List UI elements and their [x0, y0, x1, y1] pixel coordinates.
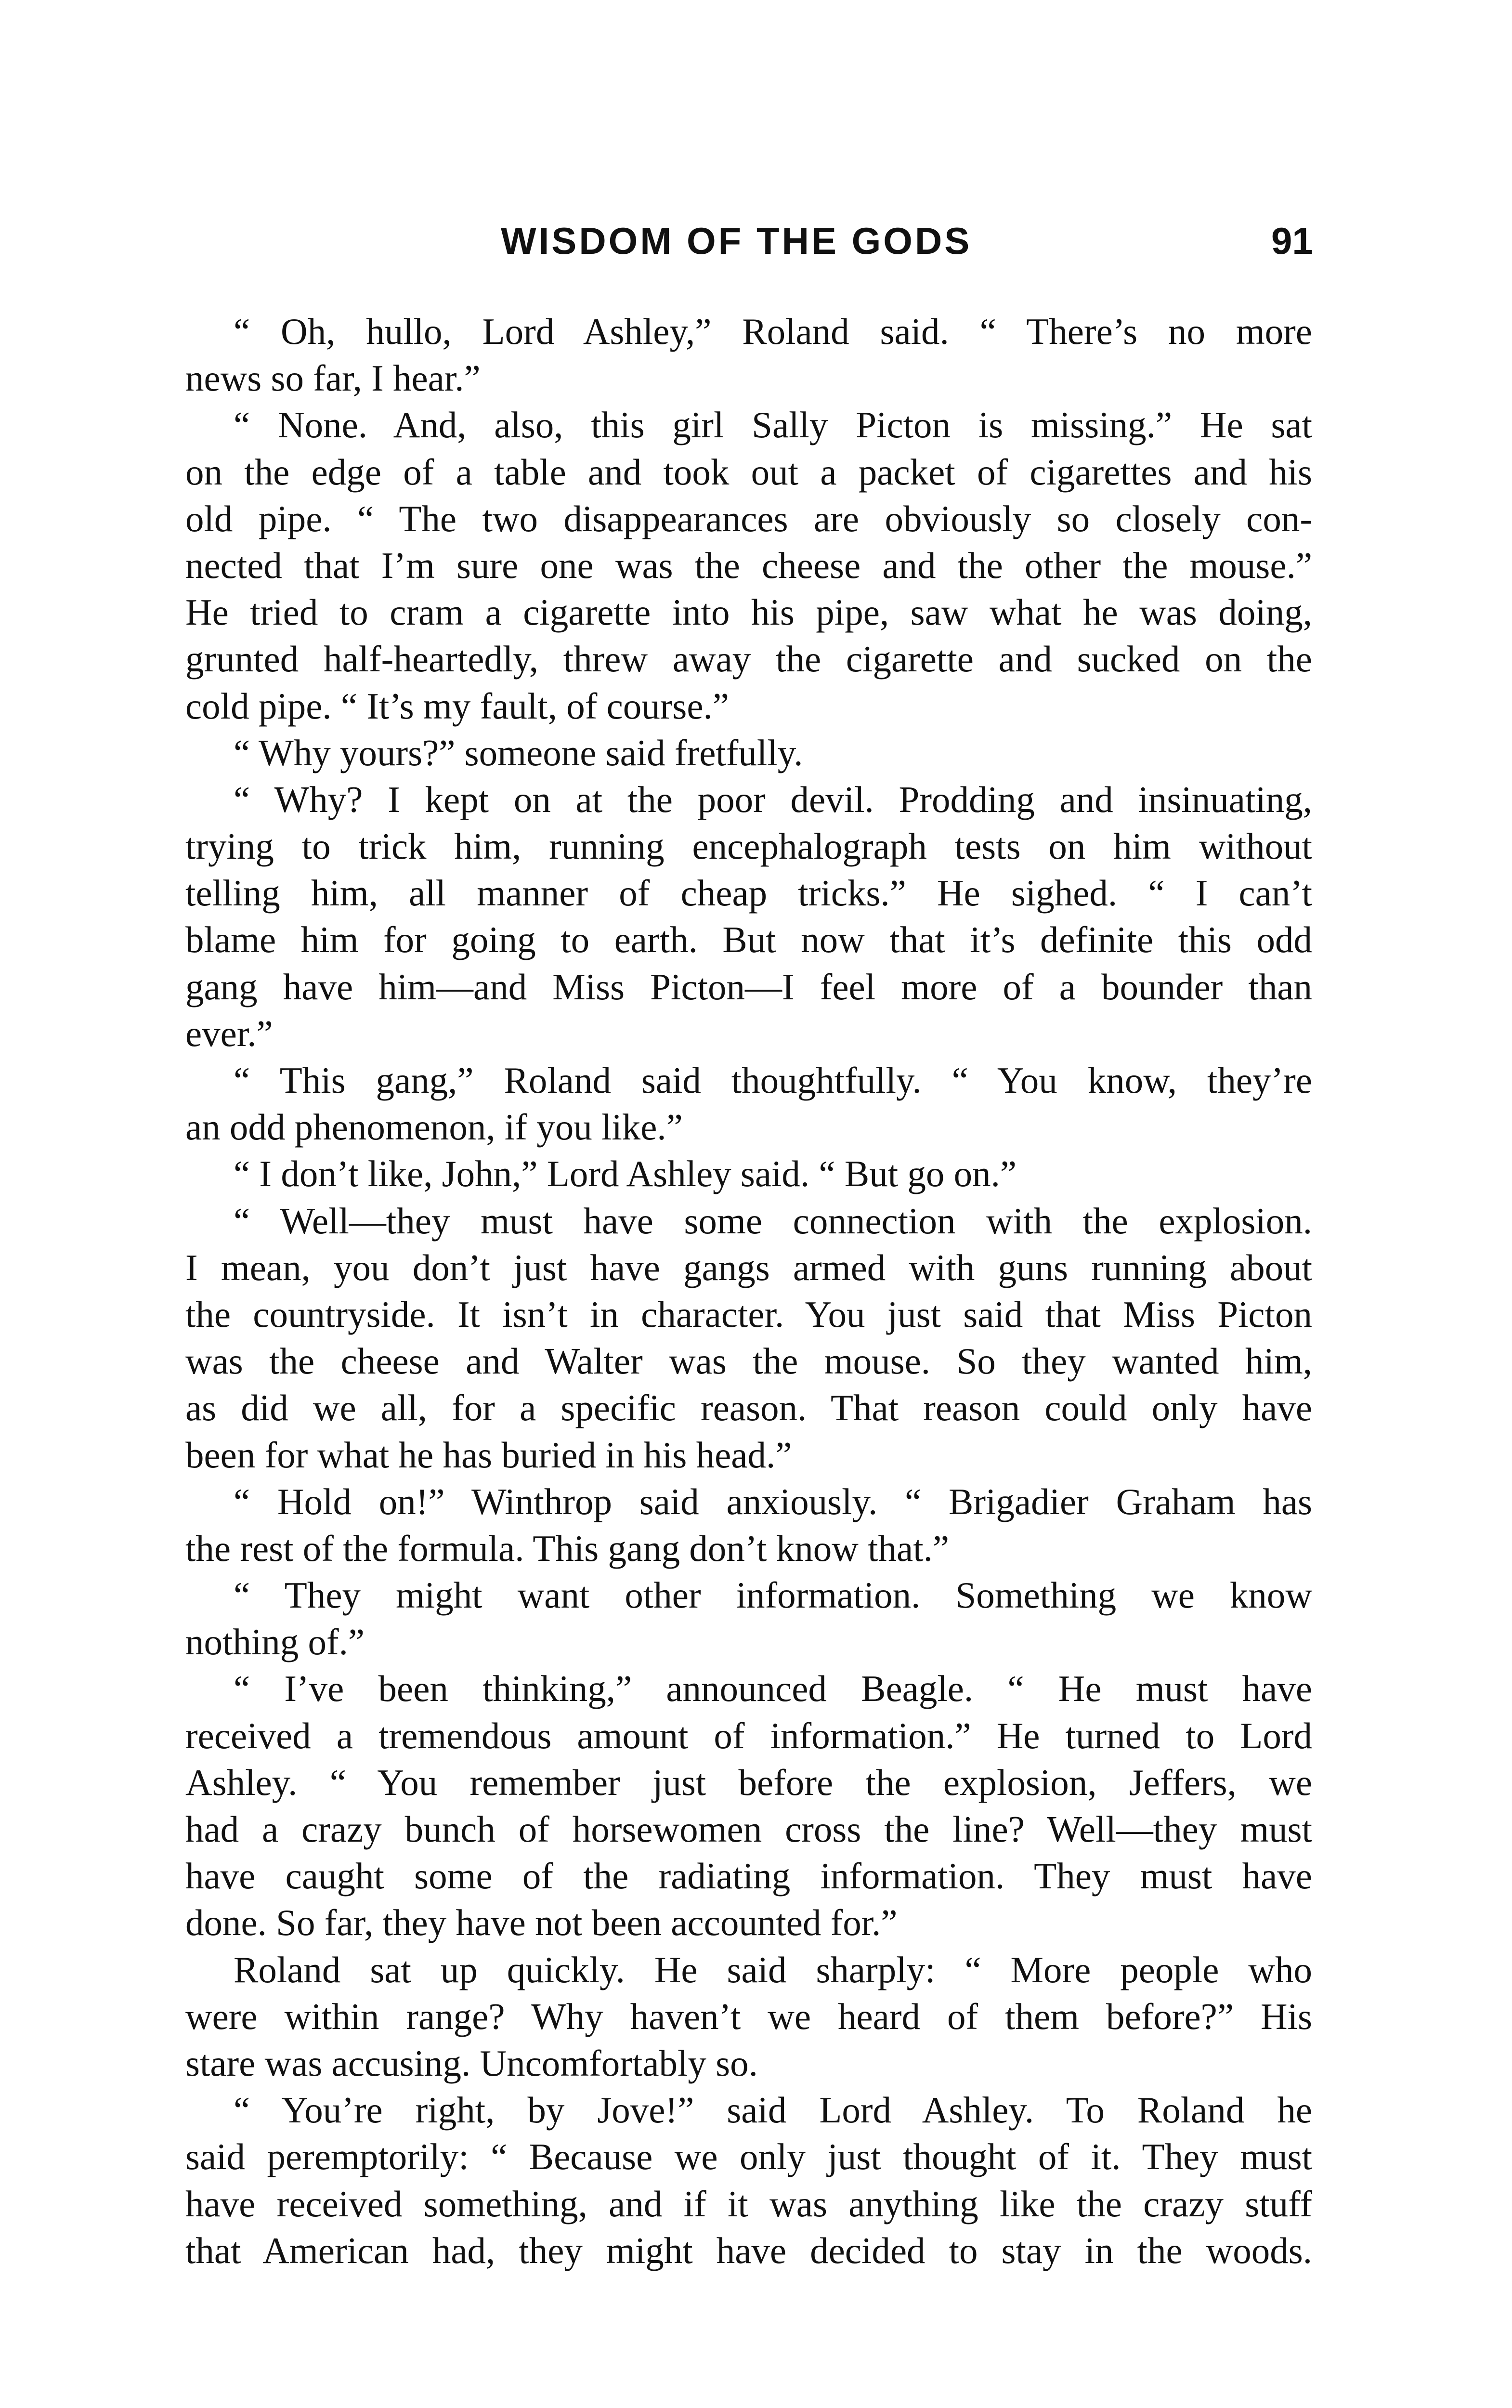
text-line: trying to trick him, running encephalograph tests on him without [185, 825, 1312, 867]
text-line: an odd phenomenon, if you like.” [185, 1106, 683, 1148]
text-line: said peremptorily: “ Because we only just thought of it. They must [185, 2136, 1312, 2178]
text-line: had a crazy bunch of horsewomen cross the line? Well—they must [185, 1808, 1312, 1850]
text-line: have caught some of the radiating information. They must have [185, 1855, 1312, 1897]
text-line: the countryside. It isn’t in character. You just said that Miss Picton [185, 1293, 1312, 1335]
text-line: on the edge of a table and took out a packet of cigarettes and his [185, 451, 1312, 493]
text-line: “ Why? I kept on at the poor devil. Prodding and insinuating, [234, 778, 1312, 820]
text-line: “ Why yours?” someone said fretfully. [234, 732, 803, 773]
text-line: news so far, I hear.” [185, 357, 481, 399]
text-line: telling him, all manner of cheap tricks.” He sighed. “ I can’t [185, 872, 1312, 914]
text-line: grunted half-heartedly, threw away the cigarette and sucked on the [185, 638, 1312, 680]
text-line: “ I don’t like, John,” Lord Ashley said. “ But go on.” [234, 1153, 1017, 1195]
text-line: “ Hold on!” Winthrop said anxiously. “ Brigadier Graham has [234, 1480, 1312, 1522]
text-line: blame him for going to earth. But now that it’s definite this odd [185, 919, 1312, 961]
text-line: the rest of the formula. This gang don’t know that.” [185, 1527, 950, 1569]
text-line: old pipe. “ The two disappearances are obviously so closely con- [185, 497, 1312, 539]
text-line: I mean, you don’t just have gangs armed with guns running about [185, 1246, 1312, 1288]
text-line: nected that I’m sure one was the cheese and the other the mouse.” [185, 544, 1312, 586]
text-line: “ I’ve been thinking,” announced Beagle. “ He must have [234, 1668, 1312, 1710]
text-line: done. So far, they have not been accounted for.” [185, 1902, 898, 1944]
text-line: that American had, they might have decided to stay in the woods. [185, 2229, 1312, 2271]
text-line: received a tremendous amount of information.” He turned to Lord [185, 1714, 1312, 1756]
text-line: stare was accusing. Uncomfortably so. [185, 2042, 758, 2084]
text-line: as did we all, for a specific reason. That reason could only have [185, 1387, 1312, 1429]
text-line: gang have him—and Miss Picton—I feel more of a bounder than [185, 966, 1312, 1008]
text-line: “ None. And, also, this girl Sally Picton is missing.” He sat [234, 404, 1312, 446]
text-line: “ You’re right, by Jove!” said Lord Ashley. To Roland he [234, 2089, 1312, 2131]
text-line: He tried to cram a cigarette into his pipe, saw what he was doing, [185, 591, 1312, 633]
text-line: “ Well—they must have some connection with the explosion. [234, 1200, 1312, 1242]
text-line: cold pipe. “ It’s my fault, of course.” [185, 685, 729, 727]
text-line: was the cheese and Walter was the mouse. So they wanted him, [185, 1340, 1312, 1382]
body-text [185, 308, 1312, 2274]
text-line: Ashley. “ You remember just before the explosion, Jeffers, we [185, 1761, 1312, 1803]
text-line: “ Oh, hullo, Lord Ashley,” Roland said. “ There’s no more [234, 311, 1312, 352]
text-line: have received something, and if it was anything like the crazy stuff [185, 2183, 1312, 2225]
text-line: nothing of.” [185, 1621, 365, 1663]
text-line: were within range? Why haven’t we heard of them before?” His [185, 1995, 1312, 2037]
text-line: Roland sat up quickly. He said sharply: “ More people who [234, 1949, 1312, 1990]
text-line: been for what he has buried in his head.” [185, 1434, 792, 1476]
text-line: “ This gang,” Roland said thoughtfully. “ You know, they’re [234, 1060, 1312, 1101]
text-line: ever.” [185, 1012, 273, 1054]
page-number: 91 [1271, 220, 1313, 262]
text-line: “ They might want other information. Something we know [234, 1574, 1312, 1616]
running-title: WISDOM OF THE GODS [501, 220, 972, 262]
